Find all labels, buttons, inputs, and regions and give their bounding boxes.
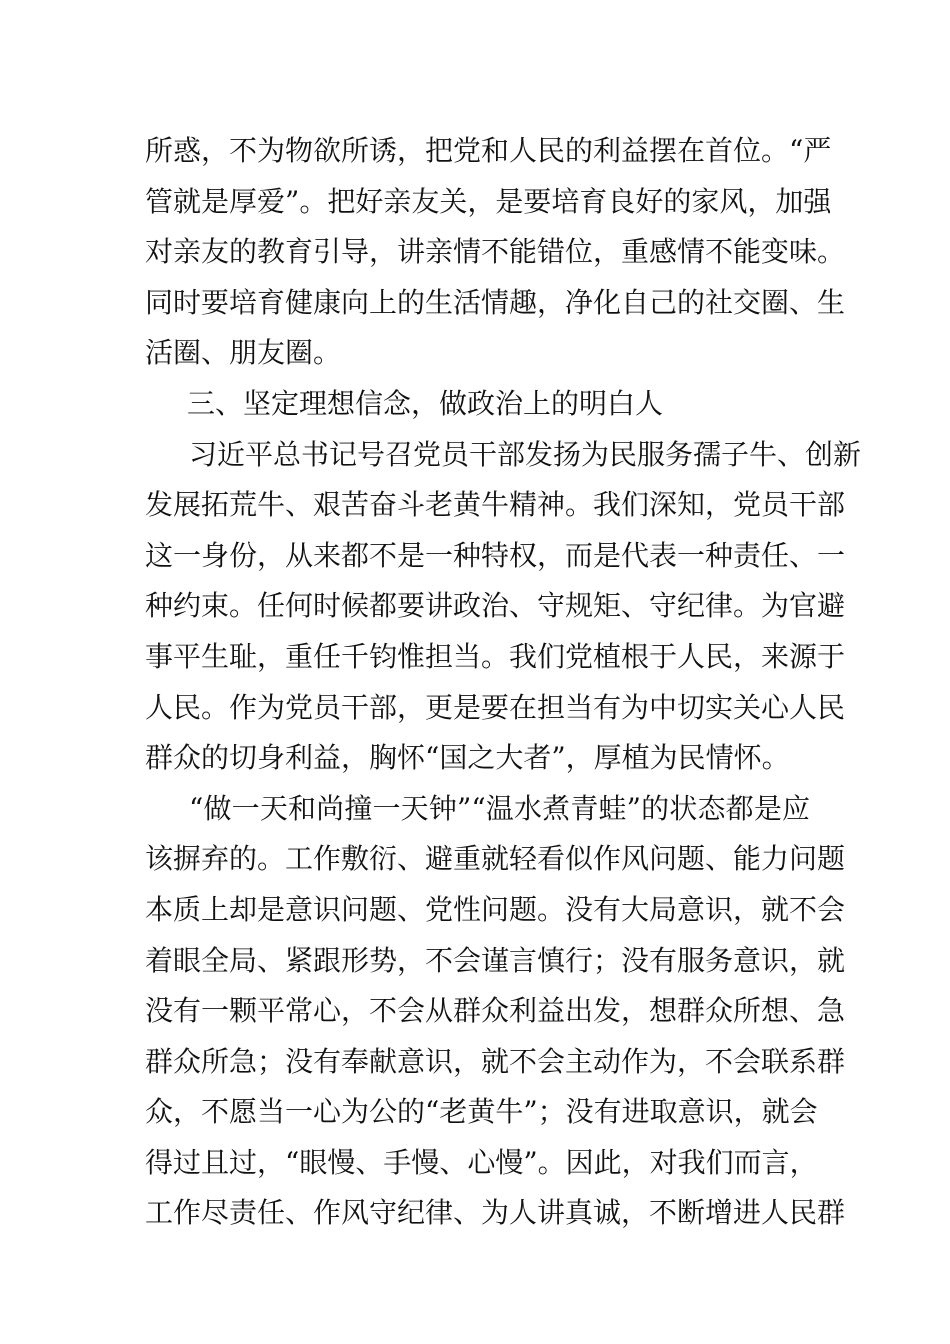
text-line: 该摒弃的。工作敷衍、避重就轻看似作风问题、能力问题: [145, 842, 846, 876]
document-page: [145, 126, 862, 1239]
text-line: 群众的切身利益，胸怀“国之大者”，厚植为民情怀。: [145, 741, 790, 775]
text-line: 人民。作为党员干部，更是要在担当有为中切实关心人民: [145, 690, 846, 724]
text-line: 得过且过，“眼慢、手慢、心慢”。因此，对我们而言，: [145, 1145, 818, 1179]
text-line: 工作尽责任、作风守纪律、为人讲真诚，不断增进人民群: [145, 1196, 846, 1230]
text-line: 同时要培育健康向上的生活情趣，净化自己的社交圈、生: [145, 285, 846, 319]
text-line: 发展拓荒牛、艰苦奋斗老黄牛精神。我们深知，党员干部: [145, 488, 846, 522]
section-heading: 三、坚定理想信念，做政治上的明白人: [187, 386, 664, 420]
text-line: 这一身份，从来都不是一种特权，而是代表一种责任、一: [145, 538, 846, 572]
text-line: 管就是厚爱”。把好亲友关，是要培育良好的家风，加强: [145, 184, 832, 218]
text-line: 事平生耻，重任千钧惟担当。我们党植根于人民，来源于: [145, 639, 846, 673]
text-line: 习近平总书记号召党员干部发扬为民服务孺子牛、创新: [189, 437, 862, 471]
text-line: 所惑，不为物欲所诱，把党和人民的利益摆在首位。“严: [145, 134, 832, 167]
text-line: 对亲友的教育引导，讲亲情不能错位，重感情不能变味。: [145, 235, 846, 269]
text-line: 没有一颗平常心，不会从群众利益出发，想群众所想、急: [145, 994, 846, 1028]
text-line: 众，不愿当一心为公的“老黄牛”；没有进取意识，就会: [145, 1095, 818, 1129]
text-line: 群众所急；没有奉献意识，就不会主动作为，不会联系群: [145, 1044, 846, 1078]
text-line: 活圈、朋友圈。: [145, 336, 342, 370]
text-line: 本质上却是意识问题、党性问题。没有大局意识，就不会: [145, 892, 846, 926]
text-line: 着眼全局、紧跟形势，不会谨言慎行；没有服务意识，就: [145, 943, 846, 977]
text-line: “做一天和尚撞一天钟”“温水煮青蛙”的状态都是应: [189, 791, 810, 825]
text-line: 种约束。任何时候都要讲政治、守规矩、守纪律。为官避: [145, 589, 846, 623]
